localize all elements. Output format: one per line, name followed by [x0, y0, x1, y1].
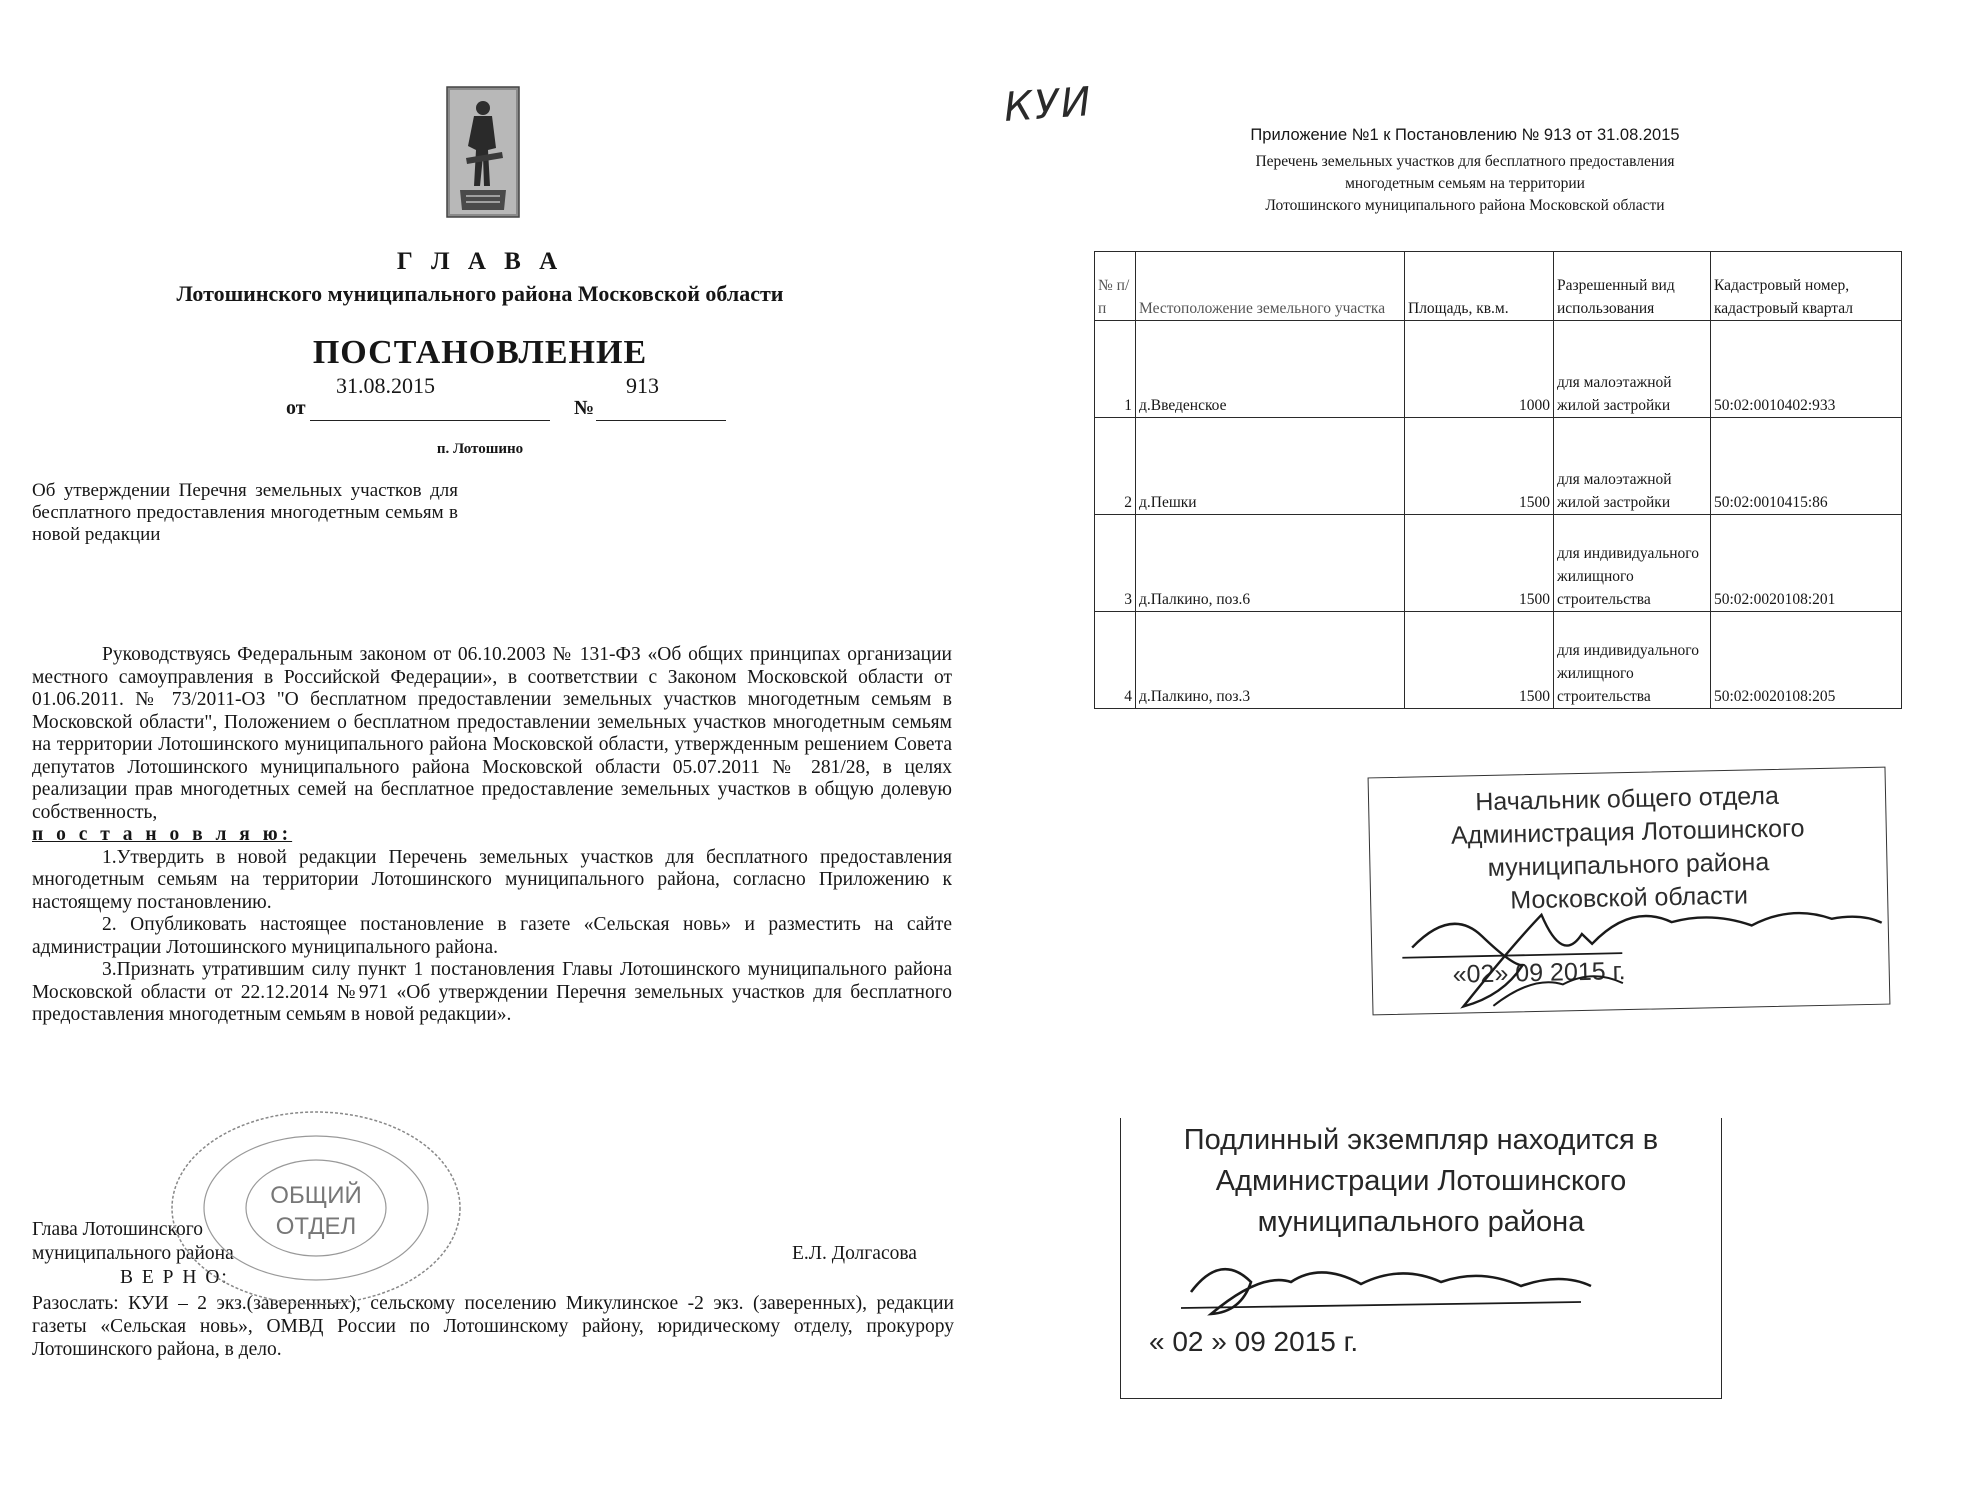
annex-subtitle-2: многодетным семьям на территории: [1345, 175, 1585, 192]
stamp-b-line-3: муниципального района: [1257, 1206, 1585, 1238]
decree-body: [32, 644, 952, 1027]
col-use: Разрешенный вид использования: [1554, 252, 1711, 321]
row-use: для индивидуального жилищного строительства: [1554, 612, 1711, 709]
row-cadastral: 50:02:0020108:205: [1711, 612, 1902, 709]
annex-subtitle-3: Лотошинского муниципального района Московской области: [1265, 197, 1665, 214]
col-location: Местоположение земельного участка: [1136, 252, 1405, 321]
signatory-position-2: муниципального района: [32, 1243, 234, 1264]
item-3: 3.Признать утратившим силу пункт 1 постановления Главы Лотошинского муниципального района Московской области от 22.12.2014 №971 «Об утверждении Перечня земельных участков для бесплатного предоставления многодетным семьям в новой редакции».: [32, 959, 952, 1025]
place: п. Лотошино: [436, 441, 524, 457]
row-use: для малоэтажной жилой застройки: [1554, 418, 1711, 515]
item-2: 2. Опубликовать настоящее постановление в газете «Сельская новь» и разместить на сайте администрации Лотошинского муниципального района.: [32, 914, 952, 958]
land-plots-table: [1094, 251, 1902, 709]
date-value: 31.08.2015: [336, 373, 435, 398]
signatory-name: Е.Л. Долгасова: [792, 1243, 917, 1264]
round-seal: [166, 1108, 466, 1308]
stamp-b-line-2: Администрации Лотошинского: [1215, 1165, 1627, 1197]
verification-stamp: [1368, 767, 1891, 1016]
table-row: [1095, 321, 1902, 418]
head-title: Г Л А В А: [396, 248, 564, 275]
row-area: 1500: [1405, 612, 1554, 709]
seal-center-1: ОБЩИЙ: [270, 1182, 362, 1209]
number-value: 913: [626, 373, 659, 398]
table-header-row: [1095, 252, 1902, 321]
annex-subtitle-1: Перечень земельных участков для бесплатного предоставления: [1255, 153, 1675, 170]
seal-center-2: ОТДЕЛ: [275, 1213, 357, 1240]
stamp-a-line-4: Московской области: [1510, 881, 1749, 915]
handwritten-signature-a: [1391, 878, 1894, 1018]
stamp-a-line-2: Администрация Лотошинского: [1450, 814, 1805, 850]
date-underline: [310, 420, 550, 421]
row-area: 1500: [1405, 418, 1554, 515]
decree-word: п о с т а н о в л я ю:: [32, 824, 293, 845]
table-row: [1095, 418, 1902, 515]
col-number: № п/п: [1095, 252, 1136, 321]
row-number: 3: [1095, 515, 1136, 612]
row-area: 1000: [1405, 321, 1554, 418]
handwritten-note: КУИ: [1002, 78, 1095, 132]
document-type: ПОСТАНОВЛЕНИЕ: [312, 334, 648, 371]
row-location: д.Палкино, поз.3: [1136, 612, 1405, 709]
annex-subtitle: [1070, 151, 1860, 217]
stamp-b-line-1: Подлинный экземпляр находится в: [1183, 1124, 1659, 1156]
coat-of-arms-icon: [446, 86, 520, 218]
stamp-b-date: « 02 » 09 2015 г.: [1149, 1326, 1359, 1357]
row-location: д.Введенское: [1136, 321, 1405, 418]
number-underline: [596, 420, 726, 421]
date-label: от: [286, 397, 306, 419]
row-cadastral: 50:02:0020108:201: [1711, 515, 1902, 612]
item-1: 1.Утвердить в новой редакции Перечень земельных участков для бесплатного предоставления многодетным семьям на территории Лотошинского муниципального района, согласно Приложению к настоящему постановлению.: [32, 846, 952, 913]
stamp-a-line-3: муниципального района: [1487, 848, 1770, 882]
row-number: 4: [1095, 612, 1136, 709]
head-subtitle: Лотошинского муниципального района Московской области: [176, 281, 784, 306]
subject: Об утверждении Перечня земельных участков для бесплатного предоставления многодетным семьям в новой редакции: [32, 480, 458, 545]
row-location: д.Палкино, поз.6: [1136, 515, 1405, 612]
row-number: 1: [1095, 321, 1136, 418]
col-cadastral: Кадастровый номер, кадастровый квартал: [1711, 252, 1902, 321]
stamp-a-date: «02» 09 2015 г.: [1452, 957, 1626, 989]
table-row: [1095, 515, 1902, 612]
stamp-a-line-1: Начальник общего отдела: [1475, 781, 1780, 817]
verno-label: В Е Р Н О:: [120, 1267, 229, 1288]
row-number: 2: [1095, 418, 1136, 515]
row-area: 1500: [1405, 515, 1554, 612]
distribution-text: Разослать: КУИ – 2 экз.(заверенных), сельскому поселению Микулинское -2 экз. (заверенных), редакции газеты «Сельская новь», ОМВД России по Лотошинскому району, юридическому отделу, прокурору Лотошинского района, в дело.: [32, 1293, 954, 1360]
row-use: для индивидуального жилищного строительства: [1554, 515, 1711, 612]
annex-title: Приложение №1 к Постановлению № 913 от 31.08.2015: [1250, 126, 1680, 144]
handwritten-signature-b: [1181, 1242, 1601, 1322]
col-area: Площадь, кв.м.: [1405, 252, 1554, 321]
number-label: №: [574, 397, 595, 419]
row-cadastral: 50:02:0010402:933: [1711, 321, 1902, 418]
row-location: д.Пешки: [1136, 418, 1405, 515]
original-copy-stamp: [1120, 1118, 1722, 1399]
row-use: для малоэтажной жилой застройки: [1554, 321, 1711, 418]
row-cadastral: 50:02:0010415:86: [1711, 418, 1902, 515]
date-number-row: [286, 373, 726, 423]
original-stamp-text: [1121, 1120, 1721, 1243]
preamble: Руководствуясь Федеральным законом от 06.10.2003 № 131-ФЗ «Об общих принципах организации местного самоуправления в Российской Федерации», в соответствии с Законом Московской области от 01.06.2011. № 73/2011-ОЗ "О бесплатном предоставлении земельных участков многодетным семьям в Московской области", Положением о бесплатном предоставлении земельных участков многодетным семьям на территории Лотошинского муниципального района Московской области, утвержденным решением Совета депутатов Лотошинского муниципального района Московской области 05.07.2011 № 281/28, в целях реализации прав многодетных семей на бесплатное предоставление земельных участков в общую долевую собственность,: [32, 644, 952, 823]
signatory-position-1: Глава Лотошинского: [32, 1219, 203, 1240]
table-row: [1095, 612, 1902, 709]
